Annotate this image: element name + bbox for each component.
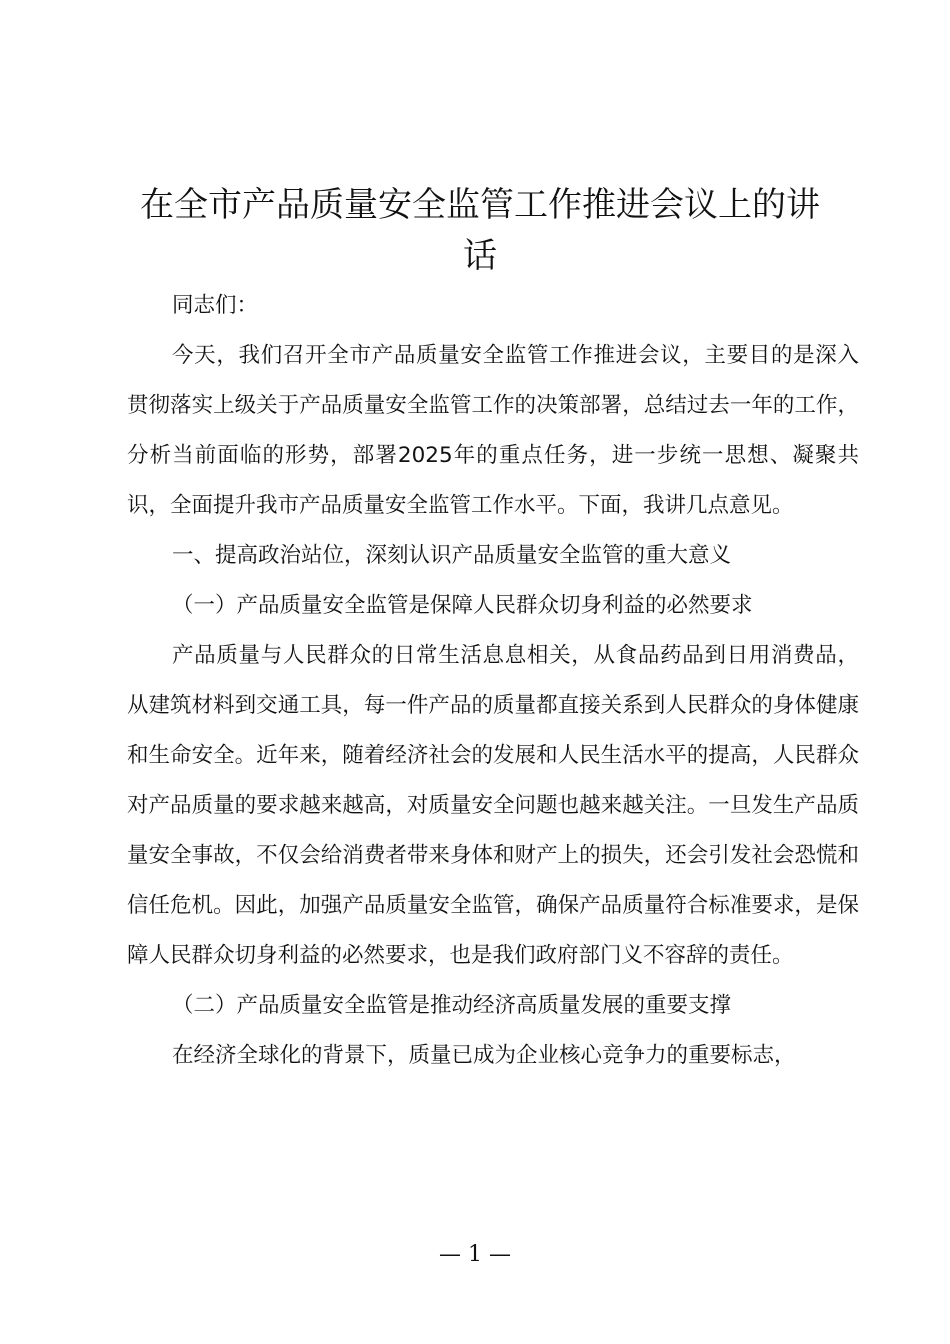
paragraph-body-2: 在经济全球化的背景下，质量已成为企业核心竞争力的重要标志， — [172, 1043, 796, 1068]
subsection-heading-1: （一）产品质量安全监管是保障人民群众切身利益的必然要求 — [172, 593, 753, 618]
section-heading-1: 一、提高政治站位，深刻认识产品质量安全监管的重大意义 — [172, 543, 732, 568]
page-number: — 1 — — [439, 1242, 511, 1267]
document-body — [127, 281, 859, 1081]
salutation: 同志们： — [172, 293, 259, 318]
document-title-line2: 话 — [463, 236, 497, 276]
document-title-line1: 在全市产品质量安全监管工作推进会议上的讲 — [140, 185, 820, 225]
paragraph-intro: 今天，我们召开全市产品质量安全监管工作推进会议，主要目的是深入贯彻落实上级关于产品质量安全监管工作的决策部署，总结过去一年的工作，分析当前面临的形势，部署2025年的重点任务，进一步统一思想、凝聚共识，全面提升我市产品质量安全监管工作水平。下面，我讲几点意见。 — [127, 343, 859, 518]
paragraph-body-1: 产品质量与人民群众的日常生活息息相关，从食品药品到日用消费品，从建筑材料到交通工具，每一件产品的质量都直接关系到人民群众的身体健康和生命安全。近年来，随着经济社会的发展和人民生活水平的提高，人民群众对产品质量的要求越来越高，对质量安全问题也越来越关注。一旦发生产品质量安全事故，不仅会给消费者带来身体和财产上的损失，还会引发社会恐慌和信任危机。因此，加强产品质量安全监管，确保产品质量符合标准要求，是保障人民群众切身利益的必然要求，也是我们政府部门义不容辞的责任。 — [127, 643, 859, 968]
subsection-heading-2: （二）产品质量安全监管是推动经济高质量发展的重要支撑 — [172, 993, 732, 1018]
